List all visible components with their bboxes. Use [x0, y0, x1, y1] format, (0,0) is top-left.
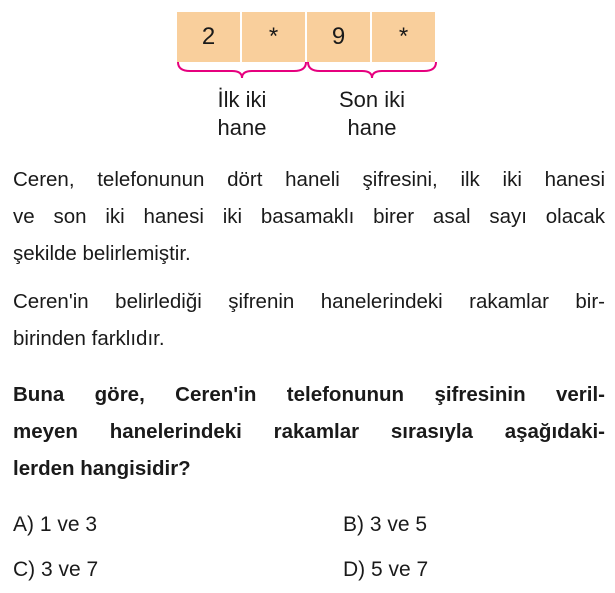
- problem-paragraph-2: [13, 283, 605, 357]
- paragraph2-line1: Ceren'in belirlediği şifrenin hanelerindeki rakamlar bir-: [13, 290, 605, 313]
- password-box-3: 9: [307, 12, 370, 62]
- label-first-line1: İlk iki: [217, 87, 267, 112]
- label-last-line2: hane: [347, 115, 397, 140]
- question-line1: Buna göre, Ceren'in telefonunun şifresinin veril-: [13, 383, 605, 406]
- brace-first-two: [178, 62, 306, 78]
- password-box-4: *: [372, 12, 435, 62]
- paragraph1-line3: şekilde belirlemiştir.: [13, 242, 191, 265]
- option-b[interactable]: B) 3 ve 5: [343, 513, 428, 536]
- option-a[interactable]: A) 1 ve 3: [13, 513, 98, 536]
- problem-paragraph-1: [13, 161, 605, 272]
- paragraph2-line2: birinden farklıdır.: [13, 327, 165, 350]
- option-c[interactable]: C) 3 ve 7: [13, 558, 99, 581]
- label-last-line1: Son iki: [338, 87, 406, 112]
- label-first-two-digits: [177, 86, 307, 142]
- label-last-two-digits: [307, 86, 437, 142]
- brace-graphic: [0, 0, 615, 90]
- paragraph1-line1: Ceren, telefonunun dört haneli şifresini, ilk iki hanesi: [13, 168, 605, 191]
- option-d[interactable]: D) 5 ve 7: [343, 558, 429, 581]
- brace-last-two: [308, 62, 436, 78]
- paragraph1-line2: ve son iki hanesi iki basamaklı birer asal sayı olacak: [13, 205, 605, 228]
- label-first-line2: hane: [217, 115, 267, 140]
- password-box-2: *: [242, 12, 305, 62]
- question-text: [13, 376, 605, 487]
- question-line2: meyen hanelerindeki rakamlar sırasıyla aşağıdaki-: [13, 420, 605, 443]
- password-box-1: 2: [177, 12, 240, 62]
- question-line3: lerden hangisidir?: [13, 457, 191, 480]
